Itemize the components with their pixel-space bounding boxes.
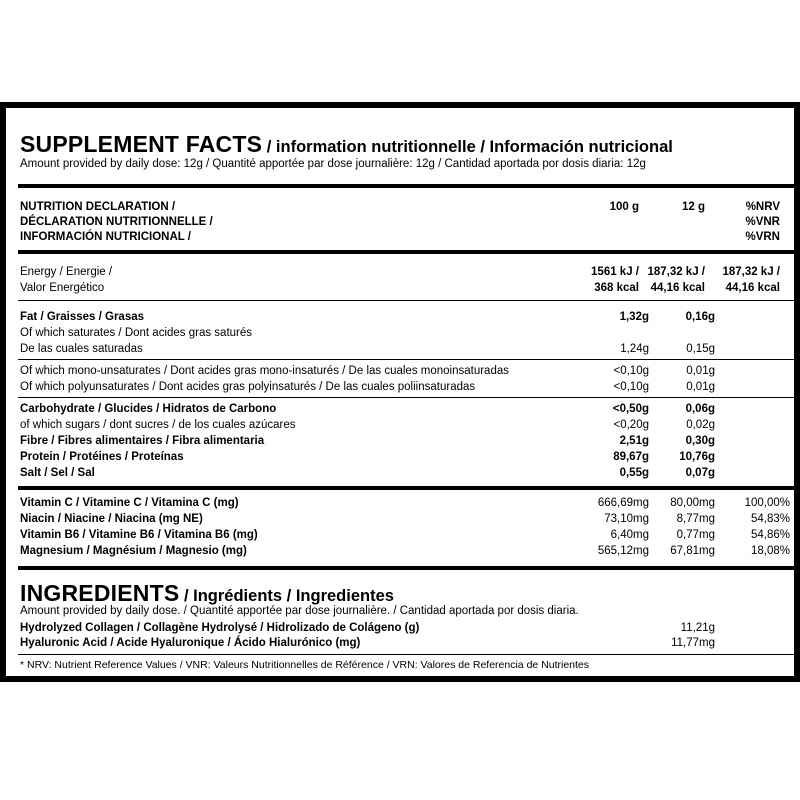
column-header-nrv: %NRV %VNR %VRN: [745, 201, 780, 243]
facts-title: [20, 131, 673, 158]
nutrient-row-carbohydrate: Carbohydrate / Glucides / Hidratos de Carbono <0,50g 0,06g: [20, 403, 715, 415]
divider-thin: [18, 397, 794, 398]
nutrient-row-sugars: of which sugars / dont sucres / de los cuales azúcares <0,20g 0,02g: [20, 419, 715, 431]
divider-thick: [18, 184, 794, 188]
supplement-facts-panel: [0, 102, 800, 682]
nutrient-row-fibre: Fibre / Fibres alimentaires / Fibra alimentaria 2,51g 0,30g: [20, 435, 715, 447]
divider-thin: [18, 654, 794, 655]
ingredient-row-hyaluronic: Hyaluronic Acid / Acide Hyaluronique / Ácido Hialurónico (mg) 11,77mg: [20, 637, 715, 649]
footnote: * NRV: Nutrient Reference Values / VNR: Valeurs Nutritionnelles de Référence / VRN: Valores de Referencia de Nutrientes: [20, 659, 590, 671]
vitamin-row-vitamin-c: Vitamin C / Vitamine C / Vitamina C (mg) 666,69mg 80,00mg 100,00%: [20, 497, 790, 509]
ingredient-row-collagen: Hydrolyzed Collagen / Collagène Hydrolysé / Hidrolizado de Colágeno (g) 11,21g: [20, 622, 715, 634]
ingredients-dose-line: Amount provided by daily dose. / Quantité apportée par dose journalière. / Cantidad aportada por dosis diaria.: [20, 605, 579, 617]
divider-thick: [18, 566, 794, 570]
vitamin-row-b6: Vitamin B6 / Vitamine B6 / Vitamina B6 (mg) 6,40mg 0,77mg 54,86%: [20, 529, 790, 541]
facts-dose-line: Amount provided by daily dose: 12g / Quantité apportée par dose journalière: 12g / Cantidad aportada por dosis diaria: 12g: [20, 158, 646, 170]
nutrient-row-fat: Fat / Graisses / Grasas 1,32g 0,16g: [20, 311, 715, 323]
nutrition-declaration-header: NUTRITION DECLARATION / DÉCLARATION NUTRITIONNELLE / INFORMACIÓN NUTRICIONAL /: [20, 201, 213, 243]
nutrient-row-protein: Protein / Protéines / Proteínas 89,67g 10,76g: [20, 451, 715, 463]
nutrient-row-saturates-es: De las cuales saturadas 1,24g 0,15g: [20, 343, 715, 355]
facts-title-main: SUPPLEMENT FACTS: [20, 131, 263, 157]
ingredients-title-main: INGREDIENTS: [20, 580, 180, 606]
vitamin-row-niacin: Niacin / Niacine / Niacina (mg NE) 73,10mg 8,77mg 54,83%: [20, 513, 790, 525]
divider-thick: [18, 250, 794, 254]
column-header-12g: 12 g: [681, 201, 705, 213]
energy-label: Energy / Energie / Valor Energético: [20, 266, 113, 294]
energy-per-100g: 1561 kJ / 368 kcal: [591, 266, 639, 294]
nutrient-row-saturates: Of which saturates / Dont acides gras saturés: [20, 327, 253, 339]
nutrient-row-monounsaturates: Of which mono-unsaturates / Dont acides gras mono-insaturés / De las cuales monoinsaturadas <0,10g 0,01g: [20, 365, 715, 377]
column-header-100g: 100 g: [609, 201, 639, 213]
facts-title-languages: / information nutritionnelle / Información nutricional: [262, 138, 673, 156]
divider-thin: [18, 359, 794, 360]
energy-nrv: 187,32 kJ / 44,16 kcal: [722, 266, 780, 294]
ingredients-title-languages: / Ingrédients / Ingredientes: [179, 587, 394, 605]
divider-thin: [18, 300, 794, 301]
nutrient-row-salt: Salt / Sel / Sal 0,55g 0,07g: [20, 467, 715, 479]
nutrient-row-polyunsaturates: Of which polyunsaturates / Dont acides gras polyinsaturés / De las cuales poliinsaturadas <0,10g 0,01g: [20, 381, 715, 393]
divider-thick: [18, 486, 794, 490]
vitamin-row-magnesium: Magnesium / Magnésium / Magnesio (mg) 565,12mg 67,81mg 18,08%: [20, 545, 790, 557]
energy-per-12g: 187,32 kJ / 44,16 kcal: [647, 266, 705, 294]
ingredients-title: [20, 580, 394, 607]
